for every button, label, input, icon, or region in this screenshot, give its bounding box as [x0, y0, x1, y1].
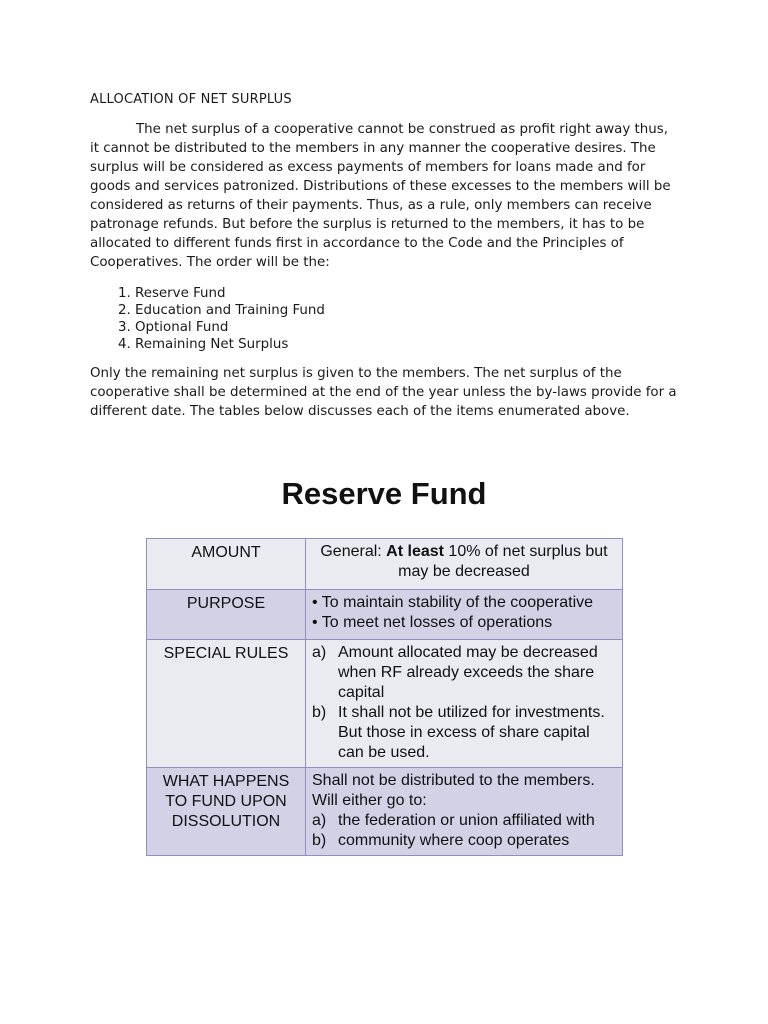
- allocation-order-list: [90, 285, 680, 353]
- list-marker: b): [312, 832, 327, 849]
- list-item: [312, 703, 616, 763]
- purpose-value: [306, 590, 623, 640]
- list-item: [312, 831, 616, 851]
- list-item-text: the federation or union affiliated with: [338, 812, 595, 829]
- reserve-fund-title: Reserve Fund: [281, 476, 487, 511]
- list-item: 3. Optional Fund: [135, 319, 680, 336]
- list-item: 4. Remaining Net Surplus: [135, 336, 680, 353]
- amount-suffix: 10% of net surplus but may be decreased: [398, 543, 608, 580]
- dissolution-value: [306, 768, 623, 856]
- table-row: [147, 640, 623, 768]
- list-item: 1. Reserve Fund: [135, 285, 680, 302]
- amount-prefix: General:: [320, 543, 387, 560]
- list-marker: b): [312, 704, 327, 721]
- special-rules-label: SPECIAL RULES: [147, 640, 306, 768]
- special-rules-value: [306, 640, 623, 768]
- purpose-item: • To maintain stability of the cooperative: [312, 594, 594, 611]
- list-item-text: community where coop operates: [338, 832, 570, 849]
- list-marker: a): [312, 644, 327, 661]
- list-item: [312, 643, 616, 703]
- list-marker: a): [312, 812, 327, 829]
- intro-paragraph: The net surplus of a cooperative cannot be construed as profit right away thus, it cannot be distributed to the members in any manner the cooperative desires. The surplus will be considered as excess payments of members for loans made and for goods and services patronized. Distributions of these excesses to the members will be considered as returns of their payments. Thus, as a rule, only members can receive patronage refunds. But before the surplus is returned to the members, it has to be allocated to different funds first in accordance to the Code and the Principles of Cooperatives. The order will be the:: [90, 122, 671, 270]
- amount-label: AMOUNT: [147, 539, 306, 590]
- table-row: [147, 590, 623, 640]
- dissolution-label: WHAT HAPPENS TO FUND UPON DISSOLUTION: [147, 768, 306, 856]
- dissolution-list: [312, 811, 616, 851]
- reserve-fund-table: [146, 538, 623, 856]
- table-row: [147, 768, 623, 856]
- closing-paragraph: Only the remaining net surplus is given to the members. The net surplus of the cooperative shall be determined at the end of the year unless the by-laws provide for a different date. The tables below discusses each of the items enumerated above.: [90, 366, 677, 419]
- special-rules-list: [312, 643, 616, 763]
- list-item-text: It shall not be utilized for investments. But those in excess of share capital can be used.: [338, 704, 605, 761]
- list-item: 2. Education and Training Fund: [135, 302, 680, 319]
- list-item: [312, 811, 616, 831]
- amount-bold: At least: [386, 543, 444, 560]
- purpose-item: • To meet net losses of operations: [312, 614, 553, 631]
- table-row: [147, 539, 623, 590]
- list-item-text: Amount allocated may be decreased when RF already exceeds the share capital: [338, 644, 598, 701]
- document-body: [90, 92, 680, 421]
- amount-value: [306, 539, 623, 590]
- purpose-label: PURPOSE: [147, 590, 306, 640]
- dissolution-line: Will either go to:: [312, 792, 427, 809]
- dissolution-line: Shall not be distributed to the members.: [312, 772, 595, 789]
- document-heading: ALLOCATION OF NET SURPLUS: [90, 92, 292, 107]
